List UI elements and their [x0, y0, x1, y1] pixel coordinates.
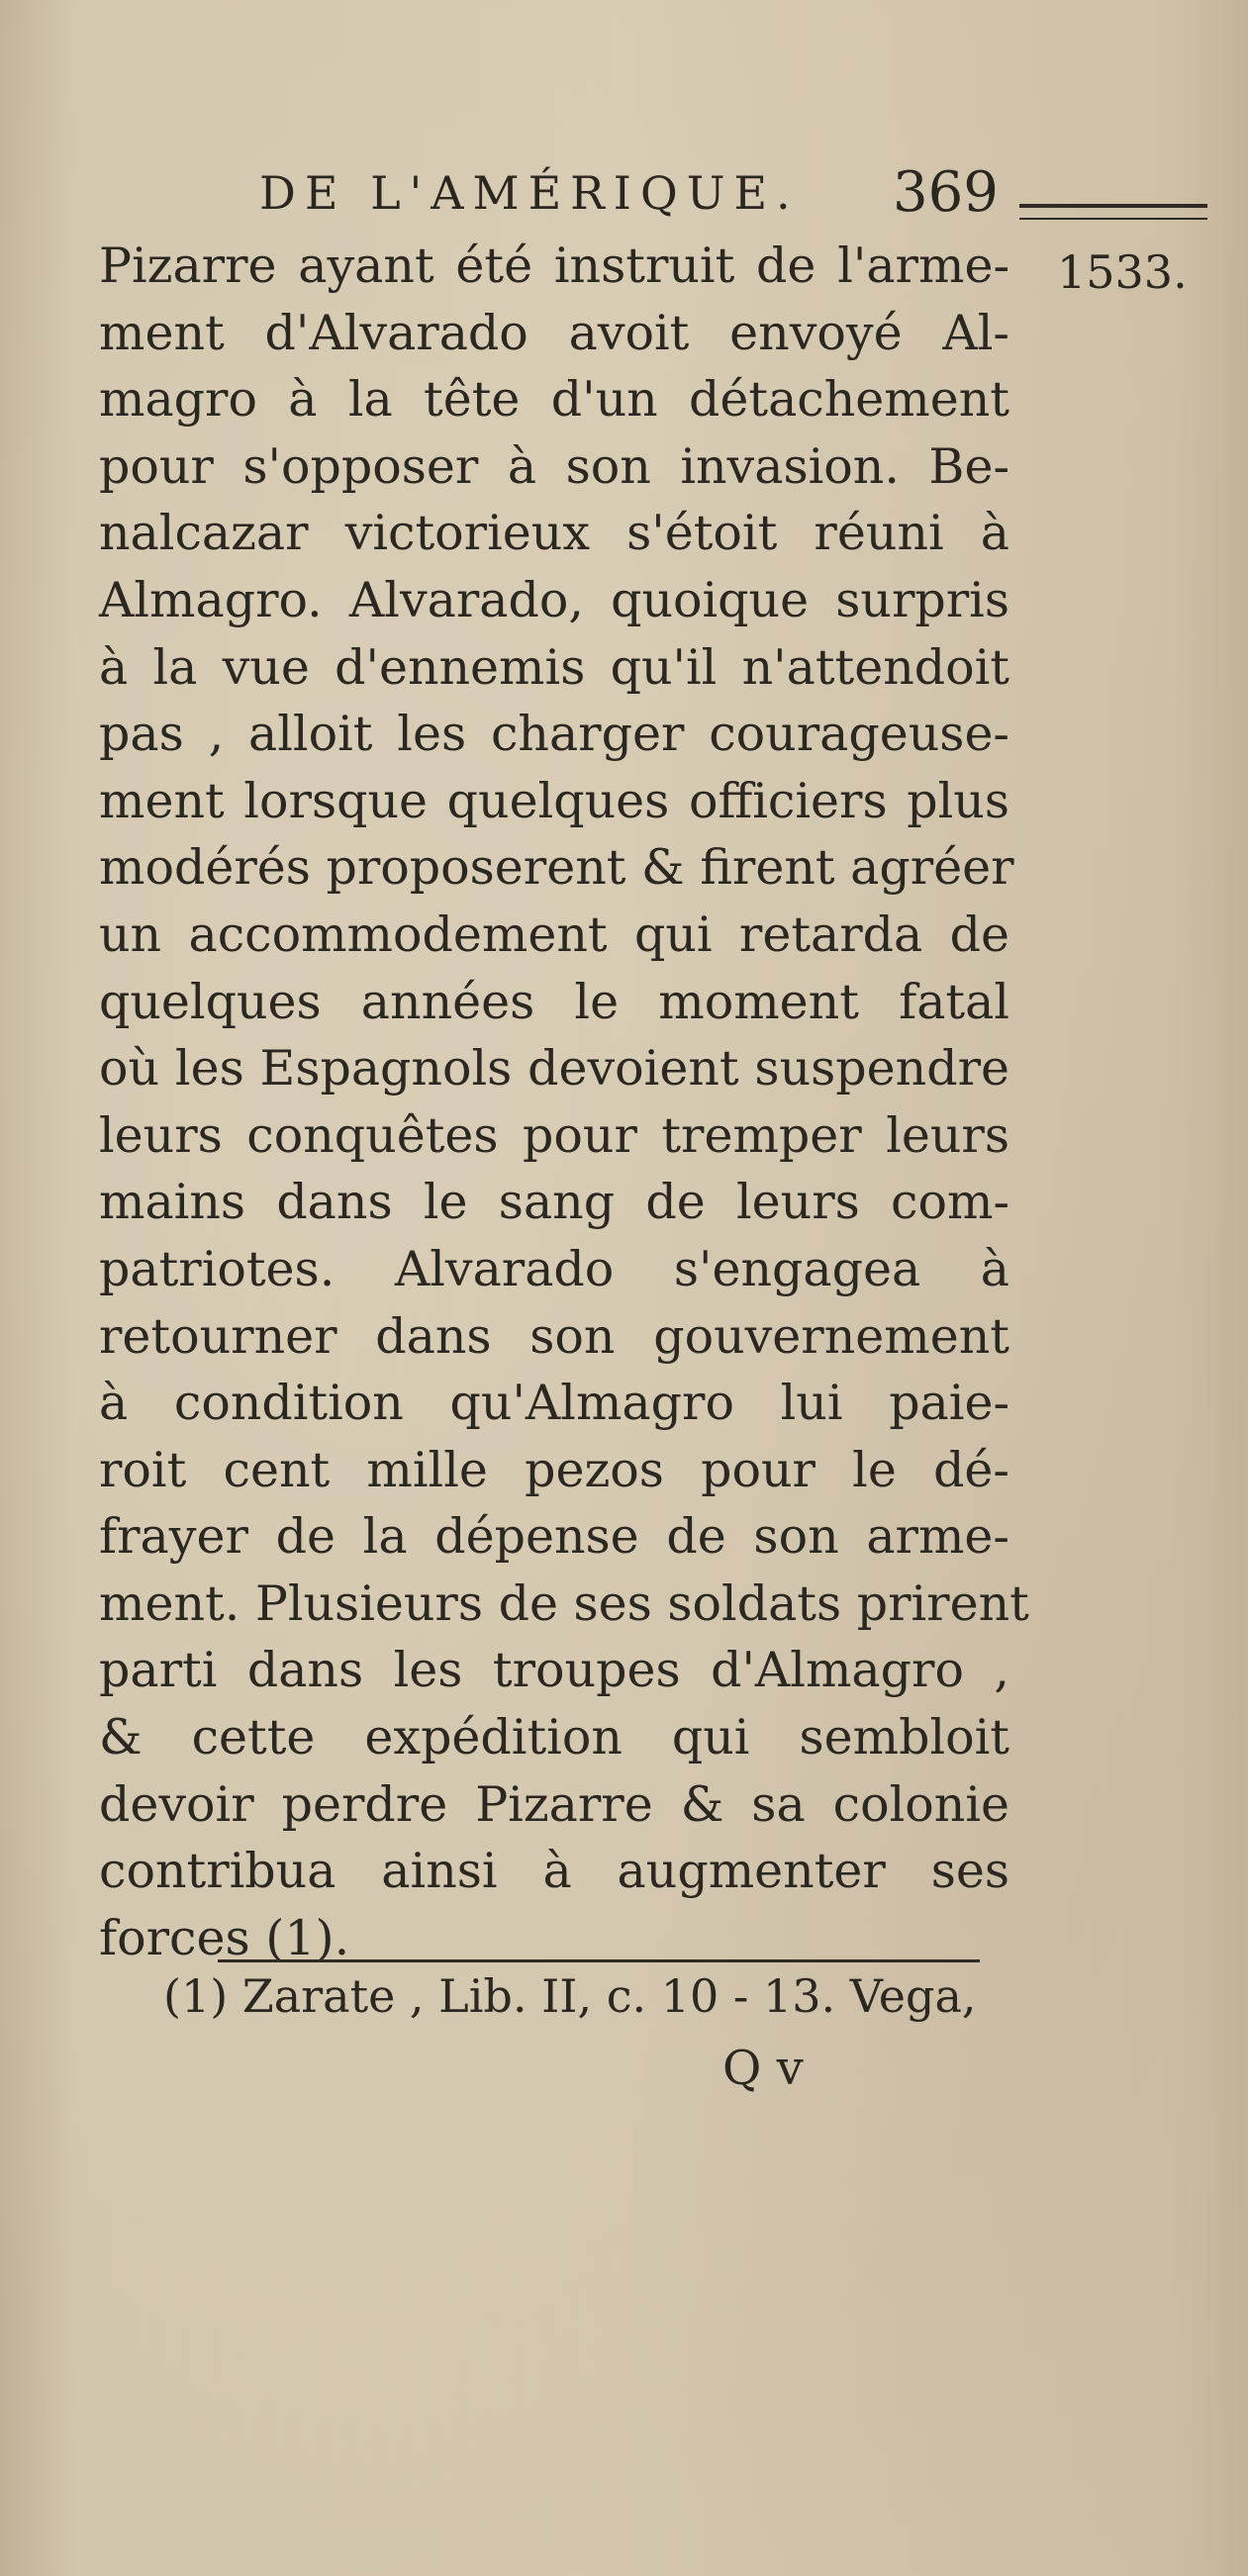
text-line: parti dans les troupes d'Almagro , [99, 1642, 1009, 1699]
text-line: mains dans le sang de leurs com- [99, 1174, 1009, 1231]
text-line: à condition qu'Almagro lui paie- [99, 1375, 1009, 1432]
text-line: nalcazar victorieux s'étoit réuni à [99, 505, 1009, 562]
text-line: roit cent mille pezos pour le dé- [99, 1441, 1009, 1498]
catchword: Q v [722, 2041, 804, 2096]
text-line: à la vue d'ennemis qu'il n'attendoit [99, 638, 1009, 696]
text-line: forces (1). [99, 1909, 350, 1966]
page-number: 369 [893, 160, 999, 225]
text-line: pour s'opposer à son invasion. Be- [99, 437, 1009, 495]
text-line: Pizarre ayant été instruit de l'arme- [99, 238, 1009, 294]
text-line: frayer de la dépense de son arme- [99, 1508, 1009, 1566]
running-head-title: DE L'AMÉRIQUE. [259, 166, 800, 220]
text-line: modérés proposerent & firent agréer [99, 839, 1014, 897]
margin-year-note: 1533. [1057, 245, 1188, 299]
text-line: Almagro. Alvarado, quoique surpris [99, 571, 1009, 628]
header-rule [1019, 204, 1207, 220]
text-line: retourner dans son gouvernement [99, 1307, 1009, 1365]
text-line: devoir perdre Pizarre & sa colonie [99, 1775, 1009, 1833]
text-line: où les Espagnols devoient suspendre [99, 1040, 1009, 1097]
text-line: un accommodement qui retarda de [99, 906, 1009, 963]
text-line: pas , alloit les charger courageuse- [99, 706, 1009, 763]
body-text [99, 233, 1029, 1971]
running-head [259, 160, 1031, 230]
text-line: ment d'Alvarado avoit envoyé Al- [99, 304, 1009, 361]
text-line: ment lorsque quelques officiers plus [99, 772, 1009, 829]
footnote: (1) Zarate , Lib. II, c. 10 - 13. Vega, [163, 1969, 977, 2023]
text-line: quelques années le moment fatal [99, 973, 1009, 1030]
text-line: magro à la tête d'un détachement [99, 371, 1009, 429]
text-line: & cette expédition qui sembloit [99, 1709, 1009, 1766]
text-line: contribua ainsi à augmenter ses [99, 1843, 1009, 1900]
footnote-rule [218, 1959, 980, 1962]
text-line: ment. Plusieurs de ses soldats prirent [99, 1574, 1029, 1632]
text-line: patriotes. Alvarado s'engagea à [99, 1240, 1009, 1297]
text-line: leurs conquêtes pour tremper leurs [99, 1106, 1009, 1164]
